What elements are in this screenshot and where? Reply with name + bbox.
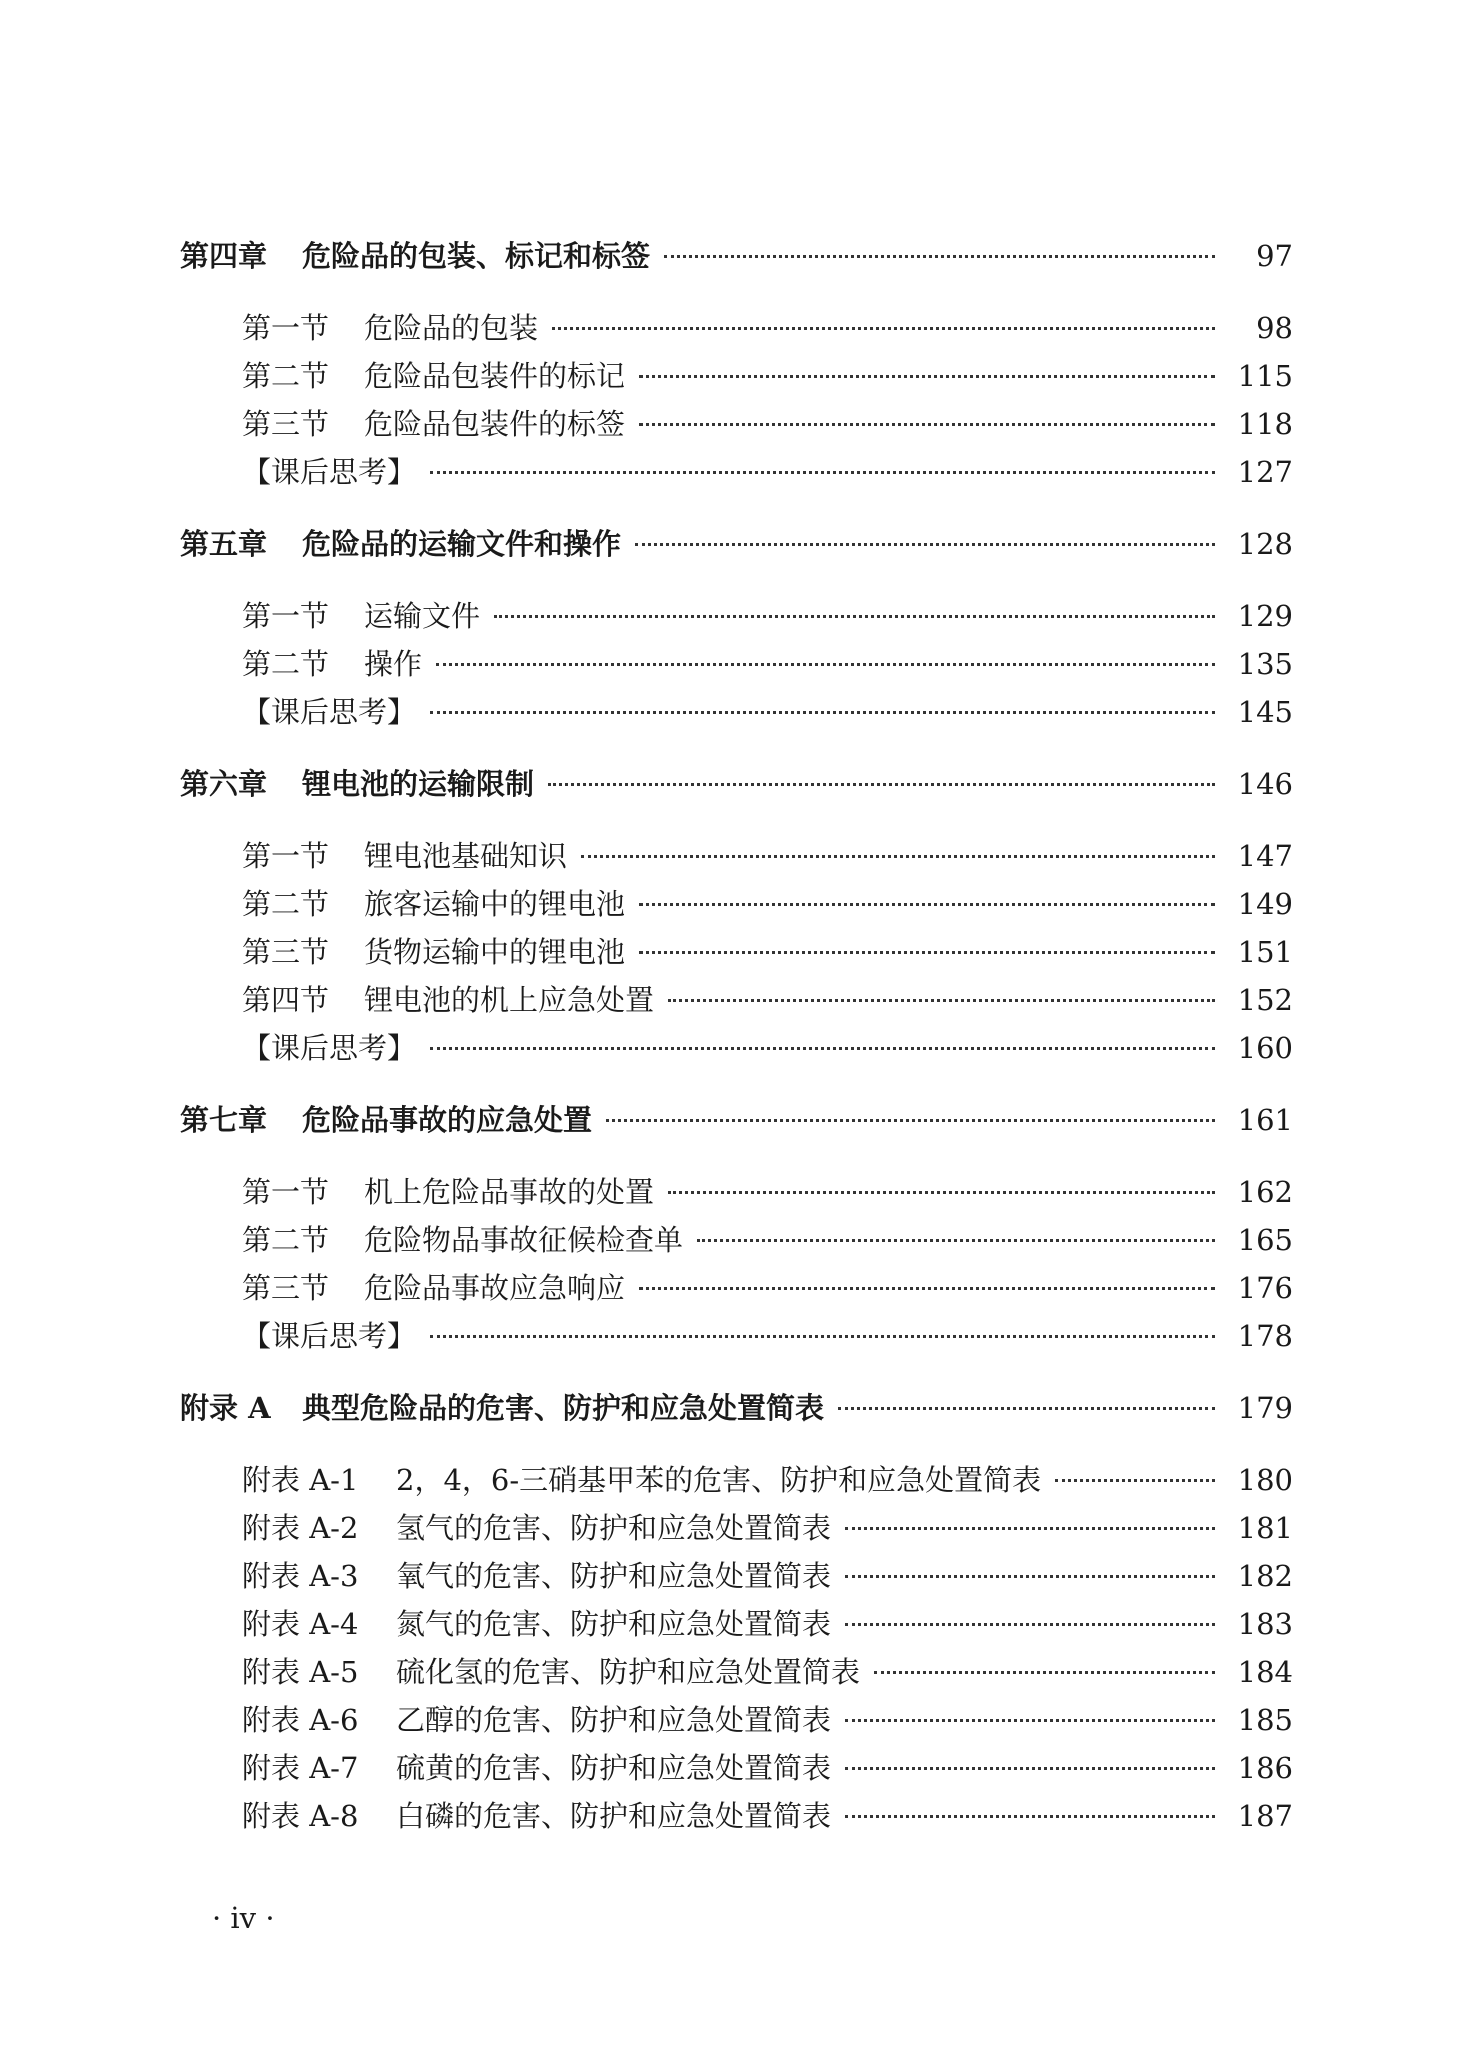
toc-chapter-4 [0, 234, 1457, 278]
chapter-label: 第六章 [180, 767, 268, 801]
appendix-table-label: 附表 A-3 [242, 1559, 359, 1593]
section-title: 危险品包装件的标签 [364, 407, 626, 441]
dot-leader [639, 1287, 1215, 1290]
chapter-label: 第四章 [180, 239, 268, 273]
toc-chapter-5 [0, 522, 1457, 566]
dot-leader [838, 1407, 1215, 1410]
dot-leader [664, 255, 1215, 258]
chapter-label: 第七章 [180, 1103, 268, 1137]
section-label: 第一节 [242, 1175, 330, 1209]
section-label: 第二节 [242, 647, 330, 681]
toc-homework [0, 450, 1457, 494]
chapter-title: 危险品事故的应急处置 [302, 1103, 593, 1137]
appendix-table-label: 附表 A-7 [242, 1751, 359, 1785]
toc-appendix-table [0, 1746, 1457, 1790]
section-title: 危险品的包装 [364, 311, 539, 345]
toc-chapter-6 [0, 762, 1457, 806]
page-number: 162 [1237, 1175, 1293, 1209]
chapter-title: 危险品的包装、标记和标签 [302, 239, 651, 273]
toc-section [0, 882, 1457, 926]
chapter-title: 危险品的运输文件和操作 [302, 527, 622, 561]
page-number: 127 [1237, 455, 1293, 489]
page-number: 180 [1237, 1463, 1293, 1497]
dot-leader [845, 1767, 1215, 1770]
toc-homework [0, 1026, 1457, 1070]
appendix-table-title: 硫黄的危害、防护和应急处置简表 [396, 1751, 832, 1785]
appendix-table-title: 白磷的危害、防护和应急处置简表 [396, 1799, 832, 1833]
homework-label: 【课后思考】 [242, 695, 417, 729]
toc-section [0, 402, 1457, 446]
section-title: 危险品包装件的标记 [364, 359, 626, 393]
appendix-table-label: 附表 A-1 [242, 1463, 359, 1497]
dot-leader [552, 327, 1215, 330]
toc-appendix-a [0, 1386, 1457, 1430]
homework-label: 【课后思考】 [242, 1319, 417, 1353]
toc-section [0, 594, 1457, 638]
page-number: 185 [1237, 1703, 1293, 1737]
page-number: 182 [1237, 1559, 1293, 1593]
section-title: 旅客运输中的锂电池 [364, 887, 626, 921]
appendix-table-title: 硫化氢的危害、防护和应急处置简表 [396, 1655, 861, 1689]
homework-label: 【课后思考】 [242, 455, 417, 489]
toc-section [0, 1170, 1457, 1214]
toc-appendix-table [0, 1698, 1457, 1742]
dot-leader [668, 1191, 1215, 1194]
toc-appendix-table [0, 1458, 1457, 1502]
dot-leader [845, 1719, 1215, 1722]
section-title: 运输文件 [364, 599, 481, 633]
page-number: 178 [1237, 1319, 1293, 1353]
page-number: 151 [1237, 935, 1293, 969]
dot-leader [581, 855, 1215, 858]
page-number: 160 [1237, 1031, 1293, 1065]
page-number: 183 [1237, 1607, 1293, 1641]
section-title: 机上危险品事故的处置 [364, 1175, 655, 1209]
appendix-table-label: 附表 A-4 [242, 1607, 359, 1641]
dot-leader [639, 903, 1215, 906]
toc-appendix-table [0, 1506, 1457, 1550]
section-label: 第三节 [242, 407, 330, 441]
section-title: 货物运输中的锂电池 [364, 935, 626, 969]
dot-leader [1055, 1479, 1215, 1482]
appendix-table-label: 附表 A-6 [242, 1703, 359, 1737]
dot-leader [845, 1527, 1215, 1530]
toc-section [0, 306, 1457, 350]
page-number: 135 [1237, 647, 1293, 681]
dot-leader [606, 1119, 1215, 1122]
chapter-label: 第五章 [180, 527, 268, 561]
dot-leader [845, 1575, 1215, 1578]
page-number: 128 [1237, 527, 1293, 561]
page-number: 184 [1237, 1655, 1293, 1689]
section-label: 第二节 [242, 359, 330, 393]
page-number: 165 [1237, 1223, 1293, 1257]
dot-leader [548, 783, 1215, 786]
page-number: 97 [1256, 239, 1293, 273]
page-number: 98 [1256, 311, 1293, 345]
appendix-table-title: 氧气的危害、防护和应急处置简表 [396, 1559, 832, 1593]
toc-section [0, 1266, 1457, 1310]
toc-appendix-table [0, 1650, 1457, 1694]
toc-section [0, 834, 1457, 878]
dot-leader [430, 1335, 1215, 1338]
dot-leader [430, 471, 1215, 474]
toc-homework [0, 690, 1457, 734]
dot-leader [635, 543, 1215, 546]
toc-appendix-table [0, 1554, 1457, 1598]
toc-section [0, 354, 1457, 398]
page-number: 118 [1237, 407, 1293, 441]
section-label: 第一节 [242, 839, 330, 873]
page-number: 179 [1237, 1391, 1293, 1425]
dot-leader [668, 999, 1215, 1002]
appendix-table-label: 附表 A-5 [242, 1655, 359, 1689]
toc-section [0, 1218, 1457, 1262]
section-title: 危险品事故应急响应 [364, 1271, 626, 1305]
section-label: 第四节 [242, 983, 330, 1017]
section-title: 锂电池基础知识 [364, 839, 568, 873]
dot-leader [430, 1047, 1215, 1050]
appendix-title: 典型危险品的危害、防护和应急处置简表 [302, 1391, 825, 1425]
dot-leader [874, 1671, 1215, 1674]
appendix-table-label: 附表 A-2 [242, 1511, 359, 1545]
page-number: 115 [1237, 359, 1293, 393]
toc-section [0, 978, 1457, 1022]
page-folio: · ⅳ · [212, 1901, 275, 1935]
page-number: 149 [1237, 887, 1293, 921]
section-label: 第二节 [242, 1223, 330, 1257]
section-title: 危险物品事故征候检查单 [364, 1223, 684, 1257]
page-number: 147 [1237, 839, 1293, 873]
appendix-table-title: 乙醇的危害、防护和应急处置简表 [396, 1703, 832, 1737]
toc-chapter-7 [0, 1098, 1457, 1142]
toc-homework [0, 1314, 1457, 1358]
page-number: 146 [1237, 767, 1293, 801]
dot-leader [845, 1815, 1215, 1818]
toc-appendix-table [0, 1794, 1457, 1838]
section-label: 第二节 [242, 887, 330, 921]
page-number: 129 [1237, 599, 1293, 633]
appendix-table-title: 氢气的危害、防护和应急处置简表 [396, 1511, 832, 1545]
section-label: 第一节 [242, 311, 330, 345]
page-number: 152 [1237, 983, 1293, 1017]
toc-appendix-table [0, 1602, 1457, 1646]
toc-section [0, 642, 1457, 686]
chapter-title: 锂电池的运输限制 [302, 767, 535, 801]
section-label: 第三节 [242, 1271, 330, 1305]
section-title: 锂电池的机上应急处置 [364, 983, 655, 1017]
toc-section [0, 930, 1457, 974]
homework-label: 【课后思考】 [242, 1031, 417, 1065]
page-number: 161 [1237, 1103, 1293, 1137]
section-label: 第一节 [242, 599, 330, 633]
section-title: 操作 [364, 647, 423, 681]
page-number: 186 [1237, 1751, 1293, 1785]
appendix-table-title: 2，4，6-三硝基甲苯的危害、防护和应急处置简表 [396, 1463, 1042, 1497]
dot-leader [845, 1623, 1215, 1626]
dot-leader [639, 423, 1215, 426]
dot-leader [436, 663, 1215, 666]
page-number: 145 [1237, 695, 1293, 729]
appendix-table-label: 附表 A-8 [242, 1799, 359, 1833]
dot-leader [639, 951, 1215, 954]
appendix-label: 附录 A [180, 1391, 271, 1425]
section-label: 第三节 [242, 935, 330, 969]
dot-leader [639, 375, 1215, 378]
appendix-table-title: 氮气的危害、防护和应急处置简表 [396, 1607, 832, 1641]
page-number: 187 [1237, 1799, 1293, 1833]
page-number: 181 [1237, 1511, 1293, 1545]
dot-leader [430, 711, 1215, 714]
dot-leader [697, 1239, 1215, 1242]
dot-leader [494, 615, 1215, 618]
page-number: 176 [1237, 1271, 1293, 1305]
